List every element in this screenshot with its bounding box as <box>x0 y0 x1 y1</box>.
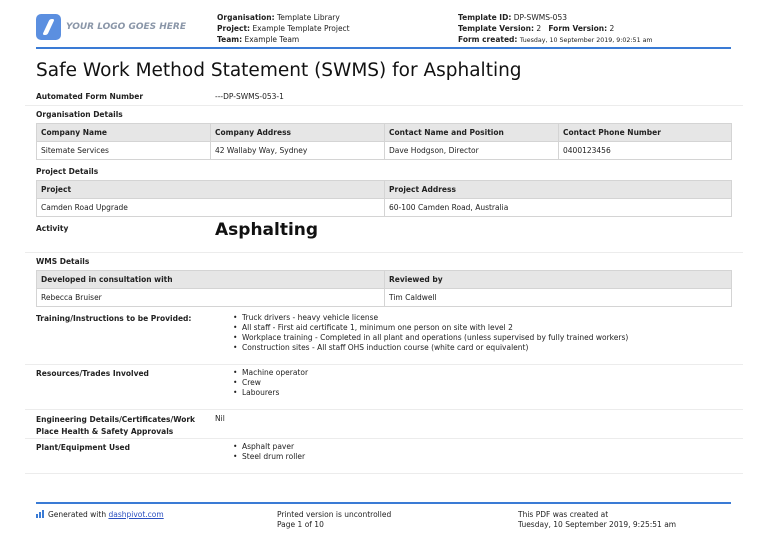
cell: 60-100 Camden Road, Australia <box>385 199 732 217</box>
col-header: Reviewed by <box>385 271 732 289</box>
wms-details-heading: WMS Details <box>36 257 90 266</box>
wms-details-table <box>36 270 732 307</box>
header-divider <box>36 47 731 49</box>
list-item: • Labourers <box>233 388 308 398</box>
divider <box>25 473 743 474</box>
col-header: Project <box>37 181 385 199</box>
company-logo: YOUR LOGO GOES HERE <box>36 14 186 40</box>
list-item: • Crew <box>233 378 308 388</box>
project-details-heading: Project Details <box>36 167 99 176</box>
col-header: Company Address <box>211 124 385 142</box>
dashpivot-bars-icon <box>36 510 44 518</box>
plant-list <box>233 442 305 462</box>
form-number-label: Automated Form Number <box>36 92 144 101</box>
page-number: Page 1 of 10 <box>277 520 324 529</box>
col-header: Project Address <box>385 181 732 199</box>
dashpivot-link[interactable]: dashpivot.com <box>108 510 164 519</box>
resources-list <box>233 368 308 398</box>
footer-divider <box>36 502 731 504</box>
cell: Dave Hodgson, Director <box>385 142 559 160</box>
header-info-right: Template ID: DP-SWMS-053 Template Version: 2 Form Version: 2 Form created: Tuesday, 10 September 2019, 9:02:51 am <box>458 13 653 44</box>
list-item: • Machine operator <box>233 368 308 378</box>
plant-label: Plant/Equipment Used <box>36 443 131 452</box>
divider <box>25 105 743 106</box>
divider <box>25 364 743 365</box>
list-item: • Construction sites - All staff OHS induction course (white card or equivalent) <box>233 343 628 353</box>
col-header: Developed in consultation with <box>37 271 385 289</box>
cell: Tim Caldwell <box>385 289 732 307</box>
resources-label: Resources/Trades Involved <box>36 369 149 378</box>
list-item: • Workplace training - Completed in all plant and operations (unless supervised by fully trained workers) <box>233 333 628 343</box>
engineering-label: Engineering Details/Certificates/Work Place Health & Safety Approvals <box>36 415 196 436</box>
logo-icon <box>36 14 61 40</box>
org-details-heading: Organisation Details <box>36 110 123 119</box>
training-list <box>233 313 628 353</box>
list-item: • Truck drivers - heavy vehicle license <box>233 313 628 323</box>
list-item: • All staff - First aid certificate 1, minimum one person on site with level 2 <box>233 323 628 333</box>
cell: Sitemate Services <box>37 142 211 160</box>
divider <box>25 252 743 253</box>
footer-right: This PDF was created at Tuesday, 10 September 2019, 9:25:51 am <box>518 510 677 529</box>
list-item: • Asphalt paver <box>233 442 305 452</box>
list-item: • Steel drum roller <box>233 452 305 462</box>
footer-middle: Printed version is uncontrolled Page 1 of 10 <box>277 510 392 529</box>
divider <box>25 409 743 410</box>
col-header: Contact Phone Number <box>559 124 732 142</box>
cell: Rebecca Bruiser <box>37 289 385 307</box>
org-details-table <box>36 123 732 160</box>
cell: 42 Wallaby Way, Sydney <box>211 142 385 160</box>
cell: Camden Road Upgrade <box>37 199 385 217</box>
training-label: Training/Instructions to be Provided: <box>36 314 192 323</box>
col-header: Contact Name and Position <box>385 124 559 142</box>
project-details-table <box>36 180 732 217</box>
footer-generated: Generated with dashpivot.com <box>36 510 164 519</box>
cell: 0400123456 <box>559 142 732 160</box>
divider <box>25 438 743 439</box>
activity-value: Asphalting <box>215 220 319 240</box>
header-info-left: Organisation: Template Library Project: Example Template Project Team: Example Team <box>217 13 350 44</box>
engineering-value: Nil <box>215 414 225 423</box>
col-header: Company Name <box>37 124 211 142</box>
activity-label: Activity <box>36 224 69 233</box>
page-title: Safe Work Method Statement (SWMS) for Asphalting <box>36 60 522 81</box>
form-number-value: ---DP-SWMS-053-1 <box>215 92 284 101</box>
